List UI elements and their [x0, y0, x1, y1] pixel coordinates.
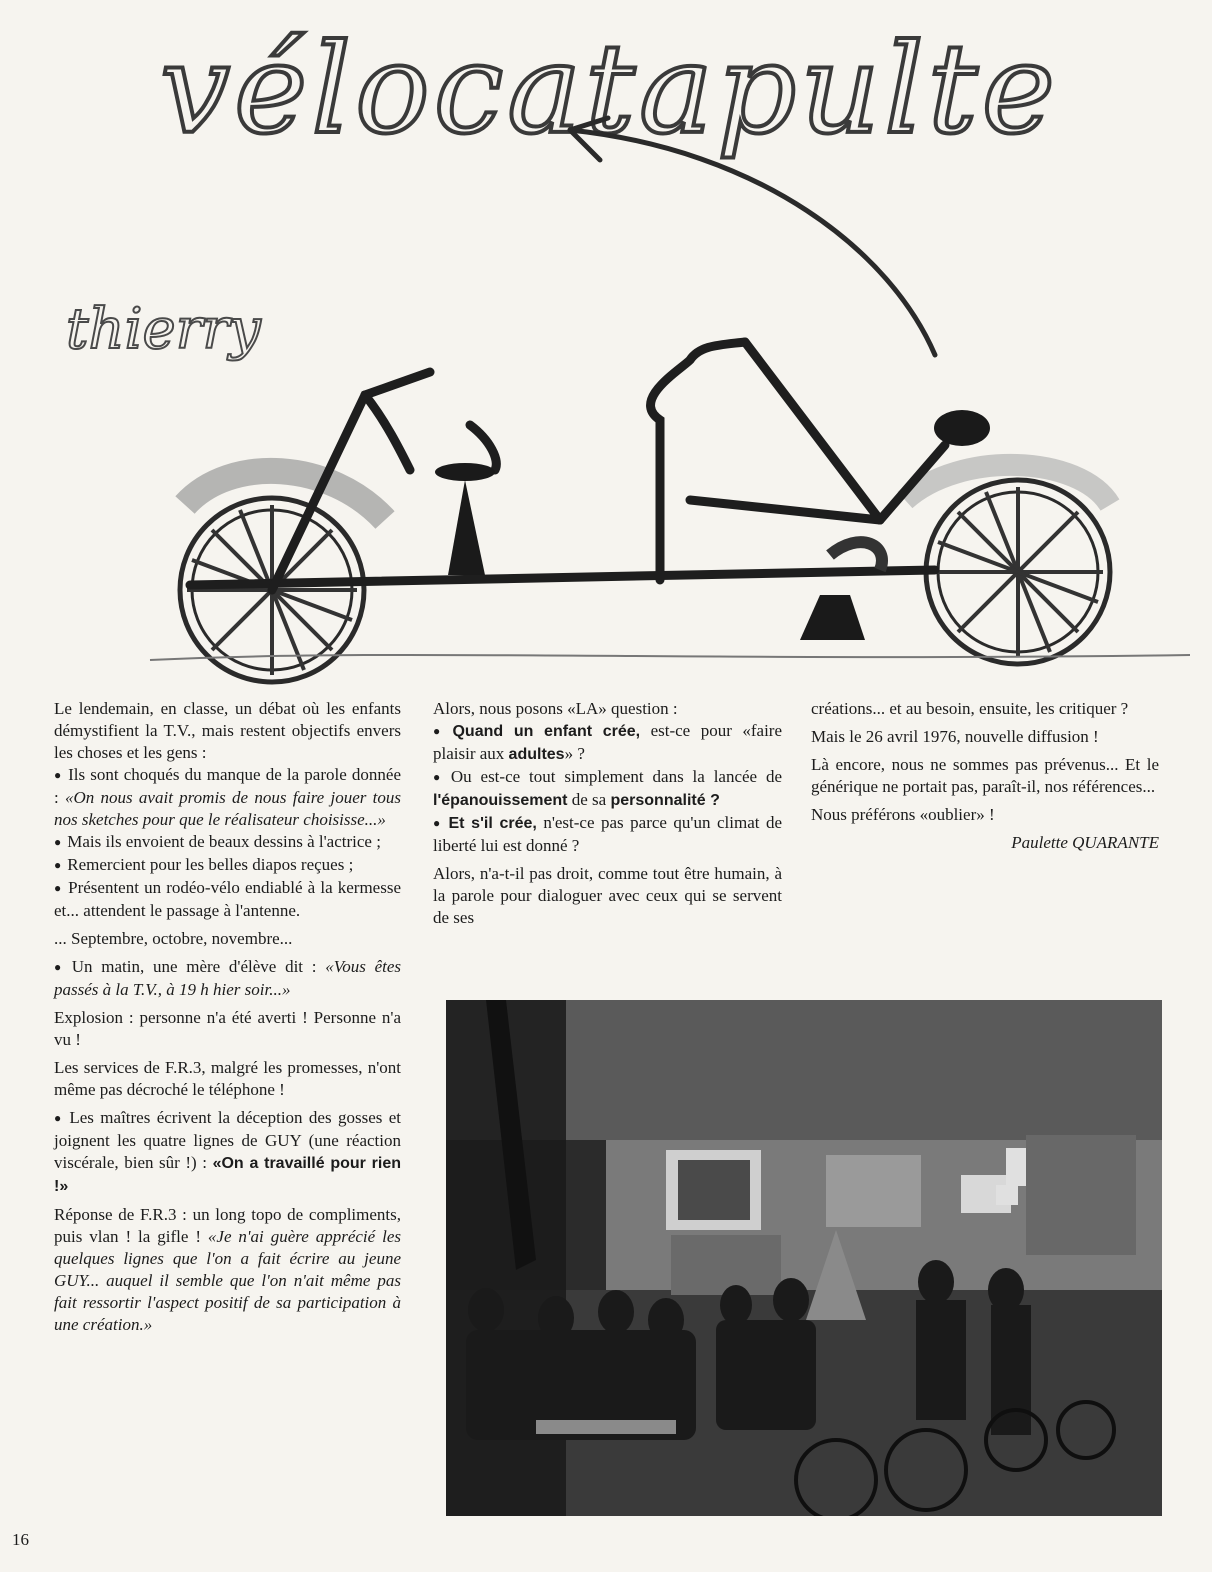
bullet-text: est-ce pour «faire plaisir aux [433, 721, 782, 763]
bullet-item: ● Mais ils envoient de beaux dessins à l'actrice ; [54, 831, 401, 854]
bullet-text: Ou est-ce tout simplement dans la lancée de [450, 767, 783, 786]
bold-text: adultes [508, 746, 565, 763]
artist-name-handwriting [66, 297, 262, 362]
quote-text: «Vous êtes passés à la T.V., à 19 h hier soir...» [54, 957, 401, 999]
bullet-text: Les maîtres écrivent la déception des gosses et joignent les quatre lignes de GUY (une réaction viscérale, bien sûr !) : [54, 1108, 401, 1172]
author-signature: Paulette QUARANTE [1011, 833, 1159, 852]
paragraph: Mais le 26 avril 1976, nouvelle diffusion ! [811, 727, 1099, 746]
paragraph-text: Réponse de F.R.3 : un long topo de compliments, puis vlan ! la gifle ! [54, 1205, 401, 1246]
bullet-item [433, 720, 782, 766]
bold-text: Et s'il crée, [448, 815, 537, 832]
paragraph: Le lendemain, en classe, un débat où les enfants démystifient la T.V., mais restent objectifs envers les choses et les gens : [54, 699, 401, 762]
bullet-item [433, 766, 782, 812]
paragraph: Alors, n'a-t-il pas droit, comme tout être humain, à la parole pour dialoguer avec ceux qui se servent de ses [433, 864, 782, 927]
bullet-text: Ils sont choqués du manque de la parole donnée : [54, 765, 401, 807]
svg-text:vélocatapulte: vélocatapulte [160, 18, 1059, 162]
page-number: 16 [12, 1530, 29, 1549]
quote-text: «Je n'ai guère apprécié les quelques lignes que l'on a fait écrire au jeune GUY... auquel il semble que l'on n'ait même pas fait ressortir l'aspect positif de sa participation à une création.» [54, 1227, 401, 1334]
paragraph: Nous préférons «oublier» ! [811, 805, 995, 824]
paragraph: créations... et au besoin, ensuite, les critiquer ? [811, 699, 1129, 718]
paragraph: Les services de F.R.3, malgré les promesses, n'ont même pas décroché le téléphone ! [54, 1058, 401, 1099]
paragraph: Alors, nous posons «LA» question : [433, 699, 678, 718]
bold-text: personnalité ? [610, 792, 720, 809]
article-column-2 [433, 698, 782, 935]
article-column-1 [54, 698, 401, 1342]
bold-text: Quand un enfant crée, [452, 723, 641, 740]
bold-quote: «On a travaillé pour rien !» [54, 1155, 402, 1195]
bullet-text: de sa [567, 790, 611, 809]
paragraph: ... Septembre, octobre, novembre... [54, 929, 293, 948]
bold-text: l'épanouissement [433, 792, 568, 809]
bullet-text: n'est-ce pas parce qu'un climat de liberté lui est donné ? [433, 813, 783, 855]
bullet-item: ● Remercient pour les belles diapos reçues ; [54, 854, 401, 877]
drawing-title-handwriting [160, 18, 1059, 162]
svg-text:thierry: thierry [66, 297, 261, 362]
childs-bicycle-drawing [0, 0, 1212, 690]
article-column-3 [811, 698, 1159, 860]
bullet-text: » ? [564, 744, 585, 763]
bullet-item [54, 1107, 401, 1198]
bullet-item: ● Présentent un rodéo-vélo endiablé à la kermesse et... attendent le passage à l'antenne. [54, 877, 401, 922]
quote-text: «On nous avait promis de nous faire jouer tous nos sketches pour que le réalisateur choisisse...» [54, 788, 401, 829]
classroom-stage-photo [446, 1000, 1162, 1516]
paragraph: Explosion : personne n'a été averti ! Personne n'a vu ! [54, 1008, 401, 1049]
bullet-item [54, 764, 401, 831]
bullet-item [54, 956, 401, 1001]
bullet-text: Un matin, une mère d'élève dit : [71, 957, 326, 976]
bullet-item [433, 812, 782, 857]
paragraph [54, 1204, 401, 1336]
paragraph: Là encore, nous ne sommes pas prévenus... Et le générique ne portait pas, paraît-il, nos références... [811, 755, 1159, 796]
